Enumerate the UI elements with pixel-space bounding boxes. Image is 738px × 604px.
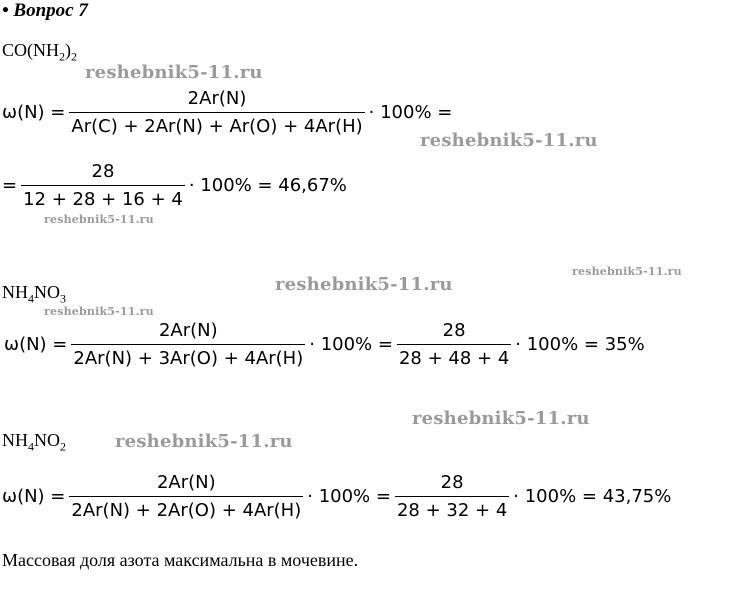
multiplier: · 100% = [368,102,453,123]
watermark: reshebnik5-11.ru [115,431,293,452]
watermark: reshebnik5-11.ru [44,213,154,226]
numerator: 28 [442,320,466,341]
equation-ammonium-nitrate [4,320,645,369]
denominator: 12 + 28 + 16 + 4 [21,185,185,210]
denominator: 2Ar(N) + 2Ar(O) + 4Ar(H) [69,496,303,521]
compound-ammonium-nitrate: $NH_4NO_3$ [2,282,66,306]
denominator: 28 + 32 + 4 [395,496,509,521]
compound-ammonium-nitrite: $NH_4NO_2$ [2,430,66,454]
lhs: ω(N) = [2,486,66,507]
watermark: reshebnik5-11.ru [275,274,453,295]
numerator: 28 [91,161,115,182]
fraction [69,472,303,521]
watermark: reshebnik5-11.ru [44,305,154,318]
fraction [397,320,511,369]
watermark: reshebnik5-11.ru [85,62,263,83]
result: · 100% = 46,67% [188,175,347,196]
equation-urea-1 [2,88,452,137]
numerator: 2Ar(N) [158,320,218,341]
fraction [71,320,305,369]
equals-sign: = [2,175,18,196]
denominator: 28 + 48 + 4 [397,344,511,369]
result: · 100% = 43,75% [513,486,672,507]
watermark: reshebnik5-11.ru [572,265,682,278]
fraction [395,472,509,521]
fraction [69,88,364,137]
multiplier: · 100% = [309,334,393,355]
watermark: reshebnik5-11.ru [412,408,590,429]
lhs: ω(N) = [2,102,66,123]
multiplier: · 100% = [307,486,391,507]
compound-urea: $CO(NH_2)_2$ [2,40,77,64]
numerator: 28 [440,472,464,493]
denominator: 2Ar(N) + 3Ar(O) + 4Ar(H) [71,344,305,369]
lhs: ω(N) = [4,334,68,355]
result: · 100% = 35% [515,334,645,355]
conclusion-text: Массовая доля азота максимальна в мочевине. [2,550,359,570]
numerator: 2Ar(N) [156,472,216,493]
numerator: 2Ar(N) [187,88,247,109]
equation-ammonium-nitrite [2,472,671,521]
denominator: Ar(C) + 2Ar(N) + Ar(O) + 4Ar(H) [69,112,364,137]
equation-urea-2 [2,161,347,210]
question-title: • Вопрос 7 [2,0,88,21]
watermark: reshebnik5-11.ru [420,130,598,151]
fraction [21,161,185,210]
